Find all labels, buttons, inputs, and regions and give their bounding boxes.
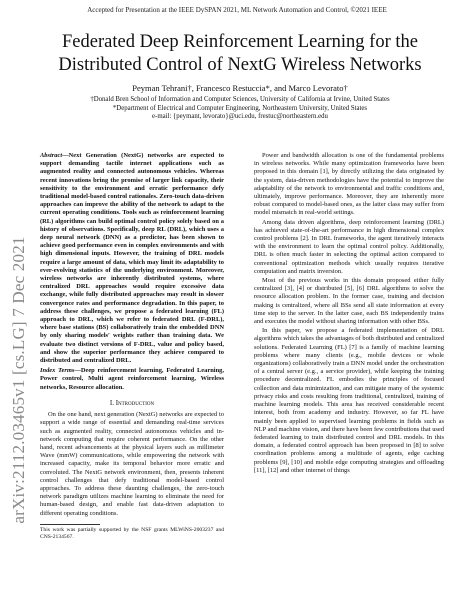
funding-footnote: This work was partially supported by the NSF grants MLWiNS-2003237 and CNS-2134567. (40, 526, 224, 540)
right-paragraph-1: Power and bandwidth allocation is one of the fundamental problems in wireless networks. While many optimization frameworks have been proposed in this domain [1], by directly utilizing the data originated by the system, data-driven methodologies have the potential to improve the adaptability of the network to environmental and traffic conditions and, ultimately, improve performance. Moreover, they are inherently more robust compared to model-based ones, as the latter class may suffer from model mismatch in real-world settings. (254, 152, 444, 217)
author-block (40, 83, 440, 122)
right-paragraph-2: Among data driven algorithms, deep reinforcement learning (DRL) has achieved state-of-the-art performance in high dimensional complex control problems [2]. In DRL frameworks, the agent iteratively interacts with the environment to learn the optimal control policy. Additionally, DRL is often much faster in selecting the optimal action compared to conventional optimization methods which usually requires iterative computation and matrix inversion. (254, 218, 444, 275)
conference-header-note: Accepted for Presentation at the IEEE DySPAN 2021, ML Network Automation and Control, ©2021 IEEE (87, 6, 387, 14)
abstract-text: —Next Generation (NextG) networks are expected to support demanding tactile internet applications such as augmented reality and connected autonomous vehicles. Whereas recent innovations bring the promise of larger link capacity, their sensitivity to the environment and erratic performance defy traditional model-based control rationales. Zero-touch data-driven approaches can improve the ability of the network to adapt to the current operating conditions. Tools such as reinforcement learning (RL) algorithms can build optimal control policy solely based on a history of observations. Specifically, deep RL (DRL), which uses a deep neural network (DNN) as a predictor, has been shown to achieve good performance even in complex environments and with high dimensional inputs. However, the training of DRL models require a large amount of data, which may limit its adaptability to ever-evolving statistics of the underlying environment. Moreover, wireless networks are inherently distributed systems, where centralized DRL approaches would require excessive data exchange, while fully distributed approaches may result in slower convergence rates and performance degradation. In this paper, to address these challenges, we propose a federated learning (FL) approach to DRL, which we refer to federated DRL (F-DRL), where base stations (BS) collaboratively train the embedded DNN by only sharing models' weights rather than training data. We evaluate two distinct versions of F-DRL, value and policy based, and show the superior performance they achieve compared to distributed and centralized DRL. (40, 152, 224, 365)
index-terms (40, 367, 224, 392)
right-paragraph-3: Most of the previous works in this domain proposed either fully centralized [3], [4] or distributed [5], [6] DRL algorithms to solve the resource allocation problem. In the former case, training and decision making is centralized, where all BSs send all state information at every time step to the server. In the latter case, each BS independently trains and executes the model without sharing information with other BSs. (254, 277, 444, 326)
paper-title: Federated Deep Reinforcement Learning for the Distributed Control of NextG Wireless Networks (58, 32, 422, 75)
right-paragraph-4: In this paper, we propose a federated implementation of DRL algorithms which takes the advantages of both distributed and centralized solutions. Federated Learning (FL) [7] is a family of machine learning problems where many clients (e.g., mobile devices or whole organizations) collaboratively train a DNN model under the orchestration of a central server (e.g., a service provider), while keeping the training procedure decentralized. FL embodies the principles of focused collection and data minimization, and can mitigate many of the systemic privacy risks and costs resulting from traditional, centralized, training of machine learning models. This area has received considerable recent interest, both from academy and industry. However, so far FL have mainly been applied to supervised learning problems in fields such as NLP and machine vision, and there have been few contributions that used federated learning to train distributed control and DRL models. In this domain, a federated control approach has been proposed in [8] to solve coordination problems among a multitude of agents, edge caching problems [9], [10] and mobile edge computing strategies and offloading [11], [12] and other internet of things (254, 327, 444, 474)
arxiv-identifier-text: arXiv:2112.03465v1 [cs.LG] 7 Dec 2021 (9, 236, 28, 524)
footnote-divider (40, 524, 100, 525)
abstract-lead: Abstract (40, 152, 63, 159)
intro-paragraph-1: On the one hand, next generation (NextG) networks are expected to support a wide range of essential and demanding real-time services such as augmented reality, connected autonomous vehicles and in-network computing that require coherent performance. On the other hand, recent advancements at the physical layers such as millimeter Wave (mmW) communications, while empowering the network with increased capacity, make its temporal behavior more erratic and convoluted. The NextG network environment, then, presents inherent control challenges that defy traditional model-based control approaches. To address these daunting challenges, the zero-touch network paradigm utilizes machine learning to eliminate the need for human-based design, and enable fast data-driven adaptation to different operating conditions. (40, 411, 224, 517)
author-emails: e-mail: {peymant, levorato}@uci.edu, frestuc@northeastern.edu (152, 113, 328, 121)
index-terms-lead: Index Terms (40, 367, 75, 375)
arxiv-identifier-stamp (6, 200, 32, 560)
affiliation-2: *Department of Electrical and Computer Engineering, Northeastern University, United States (112, 104, 368, 112)
section-heading-introduction: I. Introduction (109, 398, 155, 407)
right-column (254, 152, 444, 475)
index-terms-text: —Deep reinforcement learning, Federated Learning, Power control, Multi agent reinforcement learning, Wireless networks, Resource allocation. (40, 367, 224, 391)
left-column (40, 152, 224, 541)
author-names: Peyman Tehrani†, Francesco Restuccia*, and Marco Levorato† (132, 83, 348, 93)
abstract (40, 152, 224, 365)
affiliation-1: †Donald Bren School of Information and Computer Sciences, University of California at Irvine, United States (90, 96, 390, 103)
